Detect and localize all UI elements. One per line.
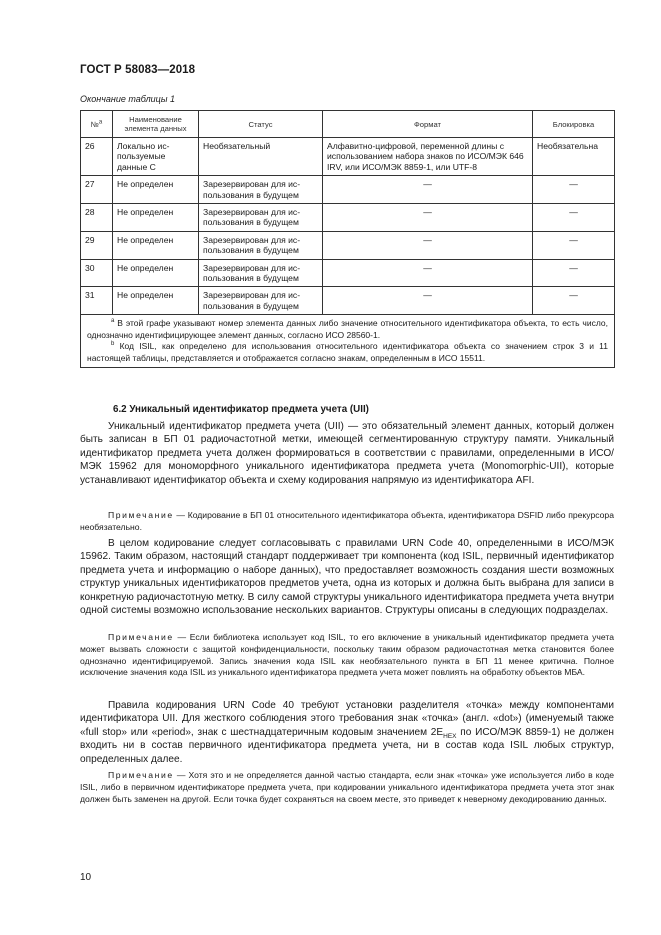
table-row [81,176,615,204]
row-status: Зарезервирован для ис- пользования в будущем [199,259,323,287]
row-format: — [323,176,533,204]
table-footnotes [81,315,615,368]
row-status: Необязательный [199,138,323,176]
row-lock: — [533,176,615,204]
row-status: Зарезервирован для ис- пользования в будущем [199,204,323,232]
row-name: Локально ис- пользуемые данные С [113,138,199,176]
row-lock: — [533,259,615,287]
footnote-a: $^a$ В этой графе указывают номер элемента данных либо значение относительного идентификатора объекта, то есть число, однозначно идентифицирующее элемент данных, согласно ИСО 28560-1. [87,318,608,340]
row-format: Алфавитно-цифровой, переменной длины с использованием набора знаков по ИСО/МЭК 646 IRV, или ИСО/МЭК 8859-1, или UTF-8 [323,138,533,176]
row-lock: — [533,231,615,259]
table-row [81,138,615,176]
row-name: Не определен [113,176,199,204]
row-num: 30 [81,259,113,287]
table-row [81,204,615,232]
row-num: 29 [81,231,113,259]
note-3: Примечание — Хотя это и не определяется данной частью стандарта, если знак «точка» уже используется либо в коде ISIL, либо в первичном идентификаторе предмета учета, при кодировании уникального идентификатора предмета учета этот знак должен быть заменен на другой. Если точка будет сохраняться на своем месте, это приведет к неверному декодированию данных. [80,770,614,804]
row-status: Зарезервирован для ис- пользования в будущем [199,176,323,204]
col-num: №$^a$ [81,111,113,138]
row-status: Зарезервирован для ис- пользования в будущем [199,231,323,259]
table-row [81,259,615,287]
table-caption: Окончание таблицы 1 [80,94,175,104]
table-row [81,231,615,259]
note-1: Примечание — Кодирование в БП 01 относительного идентификатора объекта, идентификатора DSFID либо прекурсора необязательно. [80,510,614,532]
row-format: — [323,287,533,315]
row-name: Не определен [113,204,199,232]
page-number: 10 [80,872,92,883]
row-num: 27 [81,176,113,204]
paragraph-3: Правила кодирования URN Code 40 требуют установки разделителя «точка» между компонентами идентификатора UII. Для жесткого соблюдения этого требования знак «точка» (англ. «dot») (именуемый также «full stop» или «period», знак с шестнадцатеричным кодовым значением $2E_{HEX}$ по ИСО/МЭК 8859-1) не должен входить ни в состав первичного идентификатора предмета учета, ни в состав кода ISIL любых структур, определенных далее. [80,700,615,765]
row-num: 26 [81,138,113,176]
col-status: Статус [199,111,323,138]
row-status: Зарезервирован для ис- пользования в будущем [199,287,323,315]
row-format: — [323,259,533,287]
row-name: Не определен [113,259,199,287]
paragraph-1: Уникальный идентификатор предмета учета (UII) — это обязательный элемент данных, который должен быть записан в БП 01 радиочастотной метки, имеющей сегментированную структуру памяти. Уникальный идентификатор предмета учета должен формироваться в соответствии с правилами, определенными в ИСО/МЭК 15962 для мономорфного уникального идентификатора предмета учета (Monomorphic-UII), которые устанавливают идентификатор объекта и схему кодирования напрямую из идентификатора AFI. [80,421,614,486]
row-lock: — [533,287,615,315]
col-format: Формат [323,111,533,138]
row-lock: — [533,204,615,232]
table-footnotes-row [81,315,615,368]
col-lock: Блокировка [533,111,615,138]
footnote-b: $^b$ Код ISIL, как определено для использования относительного идентификатора объекта со значением строк 3 и 11 настоящей таблицы, представляется и отображается согласно знакам, определенным в ИСО 15511. [87,341,608,363]
section-title: 6.2 Уникальный идентификатор предмета учета (UII) [113,404,369,415]
note-2: Примечание — Если библиотека использует код ISIL, то его включение в уникальный идентификатор предмета учета может вызвать сложности с защитой конфиденциальности, поскольку таким образом радиочастотная метка становится более однозначно идентифицируемой. Запись значения кода ISIL как необязательного пункта в БП 11 менее критична. Полное исключение значения кода ISIL из уникального идентификатора предмета учета может повлиять на обработку объектов МБА. [80,632,614,678]
col-name: Наименование элемента данных [113,111,199,138]
table-header-row [81,111,615,138]
paragraph-2: В целом кодирование следует согласовывать с правилами URN Code 40, определенными в ИСО/МЭК 15962. Таким образом, настоящий стандарт поддерживает три компонента (код ISIL, первичный идентификатор предмета учета и информацию о наборе данных), что предоставляет возможность создания шести возможных структур уникальных идентификаторов предметов учета, одна из которых и должна быть выбрана для записи в конкретную радиочастотную метку. В силу самой структуры уникального идентификатора предмета учета внутри одной системы возможно использование нескольких вариантов. Структуры описаны в следующих подразделах. [80,538,614,617]
standard-header: ГОСТ Р 58083—2018 [80,64,196,76]
row-lock: Необязательна [533,138,615,176]
row-format: — [323,204,533,232]
row-name: Не определен [113,287,199,315]
row-format: — [323,231,533,259]
data-elements-table [80,110,615,368]
table-row [81,287,615,315]
row-num: 28 [81,204,113,232]
row-num: 31 [81,287,113,315]
row-name: Не определен [113,231,199,259]
